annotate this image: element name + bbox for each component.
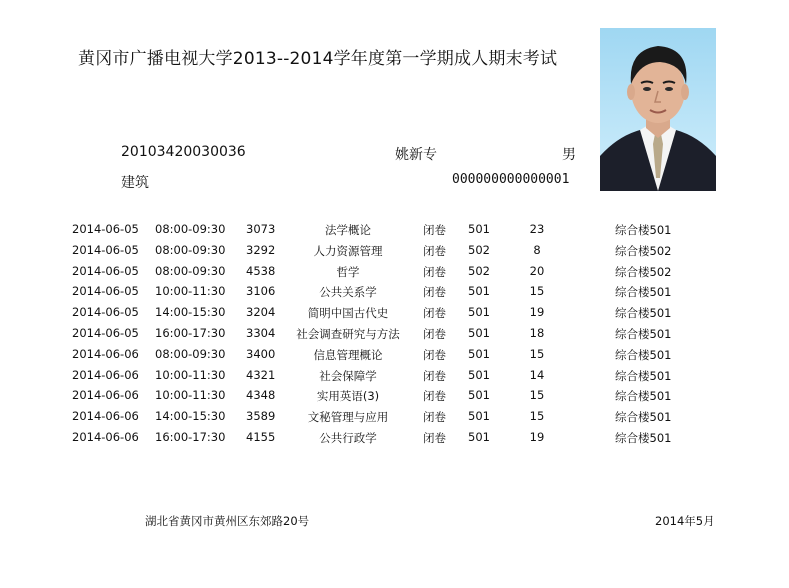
course-code: 3400 (246, 346, 276, 361)
exam-time: 16:00-17:30 (155, 429, 226, 444)
exam-time: 14:00-15:30 (155, 409, 226, 424)
seat-number: 23 (529, 222, 545, 236)
seat-number: 15 (529, 409, 545, 424)
exam-date: 2014-06-06 (72, 388, 139, 403)
exam-time: 10:00-11:30 (155, 284, 226, 299)
course-name: 法学概论 (325, 223, 371, 237)
exam-location: 综合楼502 (615, 264, 672, 279)
exam-time: 10:00-11:30 (155, 367, 226, 382)
exam-room: 501 (468, 325, 490, 340)
exam-date: 2014-06-05 (72, 242, 139, 257)
schedule-row (0, 305, 789, 326)
exam-date: 2014-06-05 (72, 325, 139, 340)
course-name: 社会调查研究与方法 (296, 326, 400, 341)
schedule-row (0, 326, 789, 347)
exam-room: 501 (468, 388, 490, 403)
exam-location: 综合楼501 (615, 368, 672, 383)
course-code: 4155 (246, 429, 276, 444)
exam-type: 闭卷 (423, 410, 446, 425)
seat-number: 14 (529, 367, 545, 382)
exam-type: 闭卷 (423, 347, 446, 362)
student-sequence-number: 000000000000001 (452, 172, 570, 187)
exam-room: 501 (468, 346, 490, 361)
course-code: 3304 (246, 325, 276, 340)
course-name: 实用英语(3) (316, 389, 380, 404)
course-code: 3073 (246, 222, 276, 236)
schedule-row (0, 409, 789, 430)
course-name: 公共关系学 (319, 285, 377, 300)
portrait-image (600, 28, 716, 191)
course-name: 人力资源管理 (313, 243, 383, 258)
schedule-row (0, 388, 789, 409)
seat-number: 18 (529, 325, 545, 340)
exam-room: 501 (468, 409, 490, 424)
footer-address: 湖北省黄冈市黄州区东郊路20号 (145, 514, 310, 528)
course-name: 信息管理概论 (313, 347, 383, 362)
exam-location: 综合楼501 (615, 285, 672, 300)
exam-location: 综合楼502 (615, 243, 672, 258)
exam-room: 501 (468, 367, 490, 382)
exam-location: 综合楼501 (615, 306, 672, 321)
exam-date: 2014-06-05 (72, 305, 139, 320)
exam-location: 综合楼501 (615, 347, 672, 362)
student-photo (600, 28, 716, 191)
exam-type: 闭卷 (423, 243, 446, 258)
exam-room: 502 (468, 263, 490, 278)
exam-date: 2014-06-05 (72, 222, 139, 236)
exam-type: 闭卷 (423, 326, 446, 341)
schedule-row (0, 284, 789, 305)
exam-location: 综合楼501 (615, 223, 672, 237)
exam-date: 2014-06-06 (72, 409, 139, 424)
exam-time: 14:00-15:30 (155, 305, 226, 320)
exam-type: 闭卷 (423, 368, 446, 383)
seat-number: 20 (529, 263, 545, 278)
exam-room: 501 (468, 222, 490, 236)
course-code: 4321 (246, 367, 276, 382)
exam-time: 08:00-09:30 (155, 263, 226, 278)
course-name: 公共行政学 (319, 430, 377, 445)
exam-date: 2014-06-06 (72, 346, 139, 361)
schedule-row (0, 368, 789, 389)
exam-time: 08:00-09:30 (155, 346, 226, 361)
course-code: 3589 (246, 409, 276, 424)
exam-type: 闭卷 (423, 389, 446, 404)
schedule-row (0, 347, 789, 368)
seat-number: 15 (529, 346, 545, 361)
course-code: 3292 (246, 242, 276, 257)
seat-number: 19 (529, 305, 545, 320)
student-name: 姚新专 (395, 147, 437, 163)
exam-time: 10:00-11:30 (155, 388, 226, 403)
exam-room: 502 (468, 242, 490, 257)
exam-date: 2014-06-05 (72, 263, 139, 278)
seat-number: 8 (533, 242, 541, 257)
exam-date: 2014-06-06 (72, 367, 139, 382)
schedule-row (0, 430, 789, 451)
course-code: 3204 (246, 305, 276, 320)
course-name: 文秘管理与应用 (307, 410, 389, 425)
course-name: 社会保障学 (319, 368, 377, 383)
course-code: 3106 (246, 284, 276, 299)
exam-room: 501 (468, 305, 490, 320)
exam-type: 闭卷 (423, 264, 446, 279)
schedule-row (0, 264, 789, 285)
schedule-row (0, 222, 789, 243)
exam-time: 16:00-17:30 (155, 325, 226, 340)
exam-time: 08:00-09:30 (155, 242, 226, 257)
exam-type: 闭卷 (423, 306, 446, 321)
exam-room: 501 (468, 429, 490, 444)
exam-type: 闭卷 (423, 430, 446, 445)
course-name: 哲学 (336, 264, 360, 279)
exam-location: 综合楼501 (615, 326, 672, 341)
exam-location: 综合楼501 (615, 389, 672, 404)
student-major: 建筑 (121, 175, 149, 191)
exam-location: 综合楼501 (615, 410, 672, 425)
exam-time: 08:00-09:30 (155, 222, 226, 236)
exam-type: 闭卷 (423, 285, 446, 300)
student-gender: 男 (562, 147, 576, 163)
student-id: 20103420030036 (121, 144, 246, 160)
footer-date: 2014年5月 (655, 514, 715, 528)
course-code: 4348 (246, 388, 276, 403)
schedule-row (0, 243, 789, 264)
seat-number: 15 (529, 284, 545, 299)
exam-date: 2014-06-06 (72, 429, 139, 444)
course-name: 简明中国古代史 (307, 306, 389, 321)
course-code: 4538 (246, 263, 276, 278)
exam-date: 2014-06-05 (72, 284, 139, 299)
document-title: 黄冈市广播电视大学2013--2014学年度第一学期成人期末考试 (78, 49, 558, 69)
seat-number: 15 (529, 388, 545, 403)
exam-location: 综合楼501 (615, 430, 672, 445)
seat-number: 19 (529, 429, 545, 444)
exam-room: 501 (468, 284, 490, 299)
exam-schedule (0, 222, 789, 451)
exam-type: 闭卷 (423, 223, 446, 237)
